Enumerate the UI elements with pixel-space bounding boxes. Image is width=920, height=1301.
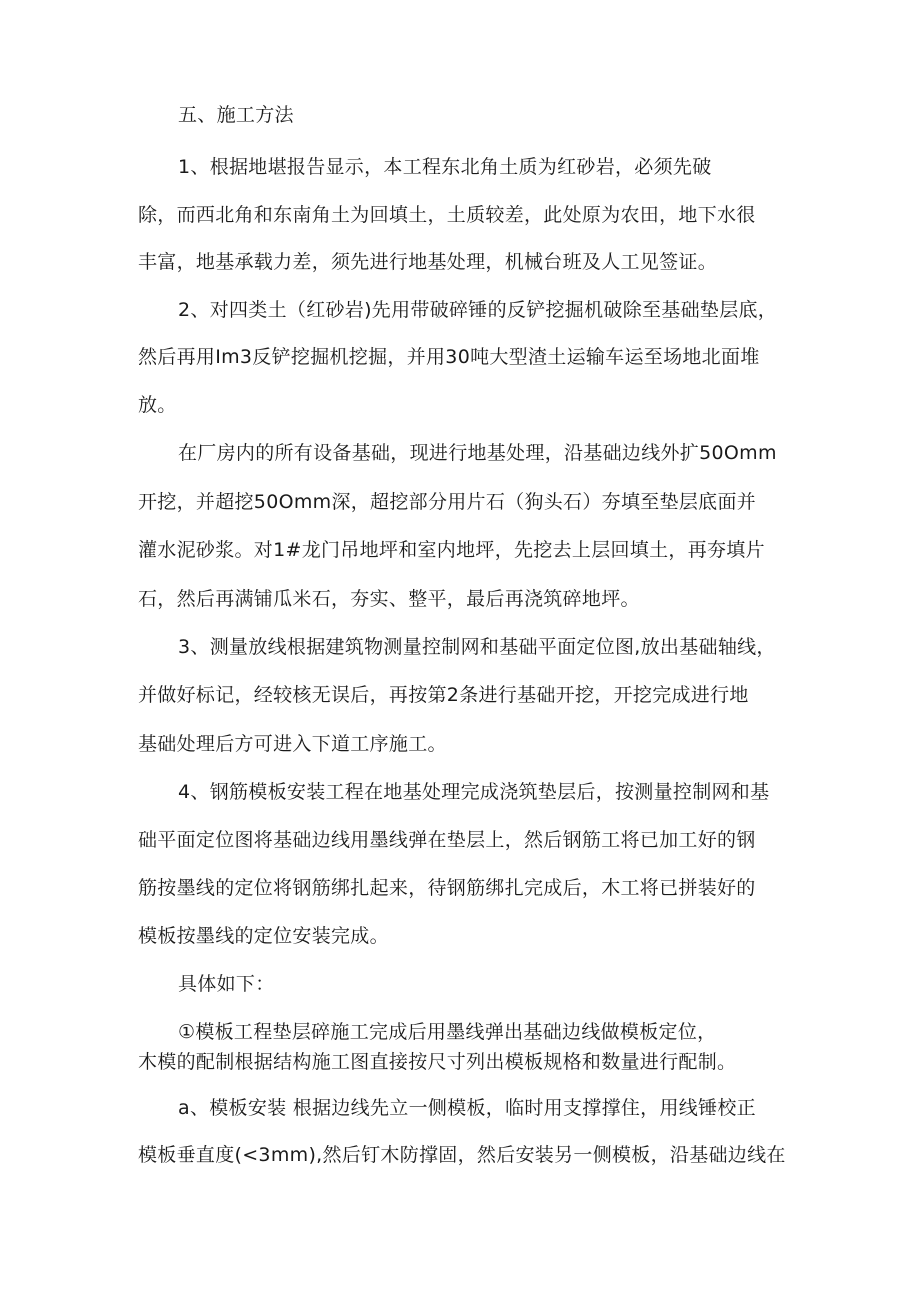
paragraph-line: 然后再用Im3反铲挖掘机挖掘，并用30吨大型渣土运输车运至场地北面堆 xyxy=(138,346,760,368)
paragraph-line: 灌水泥砂浆。对1#龙门吊地坪和室内地坪，先挖去上层回填土，再夯填片 xyxy=(138,539,765,561)
paragraph-line: 2、对四类土（红砂岩)先用带破碎锤的反铲挖掘机破除至基础垫层底， xyxy=(178,299,778,321)
paragraph-line: 4、钢筋模板安装工程在地基处理完成浇筑垫层后，按测量控制网和基 xyxy=(178,781,770,803)
paragraph-line: 放。 xyxy=(138,394,177,416)
paragraph-line: a、模板安装 根据边线先立一侧模板，临时用支撑撑住，用线锤校正 xyxy=(178,1097,756,1119)
paragraph-line: 开挖，并超挖50Omm深，超挖部分用片石（狗头石）夯填至垫层底面并 xyxy=(138,491,757,513)
paragraph-line: 筋按墨线的定位将钢筋绑扎起来，待钢筋绑扎完成后，木工将已拼装好的 xyxy=(138,877,756,899)
paragraph-line: 础平面定位图将基础边线用墨线弹在垫层上，然后钢筋工将已加工好的钢 xyxy=(138,829,756,851)
paragraph-line: 并做好标记，经较核无误后，再按第2条进行基础开挖，开挖完成进行地 xyxy=(138,684,749,706)
paragraph-line: 1、根据地堪报告显示，本工程东北角土质为红砂岩，必须先破 xyxy=(178,156,712,178)
paragraph-line: 除，而西北角和东南角土为回填土，土质较差，此处原为农田，地下水很 xyxy=(138,204,756,226)
paragraph-line: 具体如下： xyxy=(178,973,275,995)
paragraph-line: 丰富，地基承载力差，须先进行地基处理，机械台班及人工见签证。 xyxy=(138,251,718,273)
paragraph-line: 在厂房内的所有设备基础，现进行地基处理，沿基础边线外扩50Omm xyxy=(178,442,777,464)
paragraph-line: 3、测量放线根据建筑物测量控制网和基础平面定位图,放出基础轴线， xyxy=(178,636,776,658)
section-heading: 五、施工方法 xyxy=(178,104,294,126)
paragraph-line: 基础处理后方可进入下道工序施工。 xyxy=(138,733,447,755)
paragraph-line: 模板按墨线的定位安装完成。 xyxy=(138,925,389,947)
paragraph-line: 木模的配制根据结构施工图直接按尺寸列出模板规格和数量进行配制。 xyxy=(138,1051,737,1073)
paragraph-line: 石，然后再满铺瓜米石，夯实、整平，最后再浇筑碎地坪。 xyxy=(138,588,640,610)
paragraph-line: 模板垂直度(<3mm),然后钉木防撑固，然后安装另一侧模板，沿基础边线在 xyxy=(138,1144,786,1166)
paragraph-line: ①模板工程垫层碎施工完成后用墨线弹出基础边线做模板定位， xyxy=(178,1021,717,1043)
